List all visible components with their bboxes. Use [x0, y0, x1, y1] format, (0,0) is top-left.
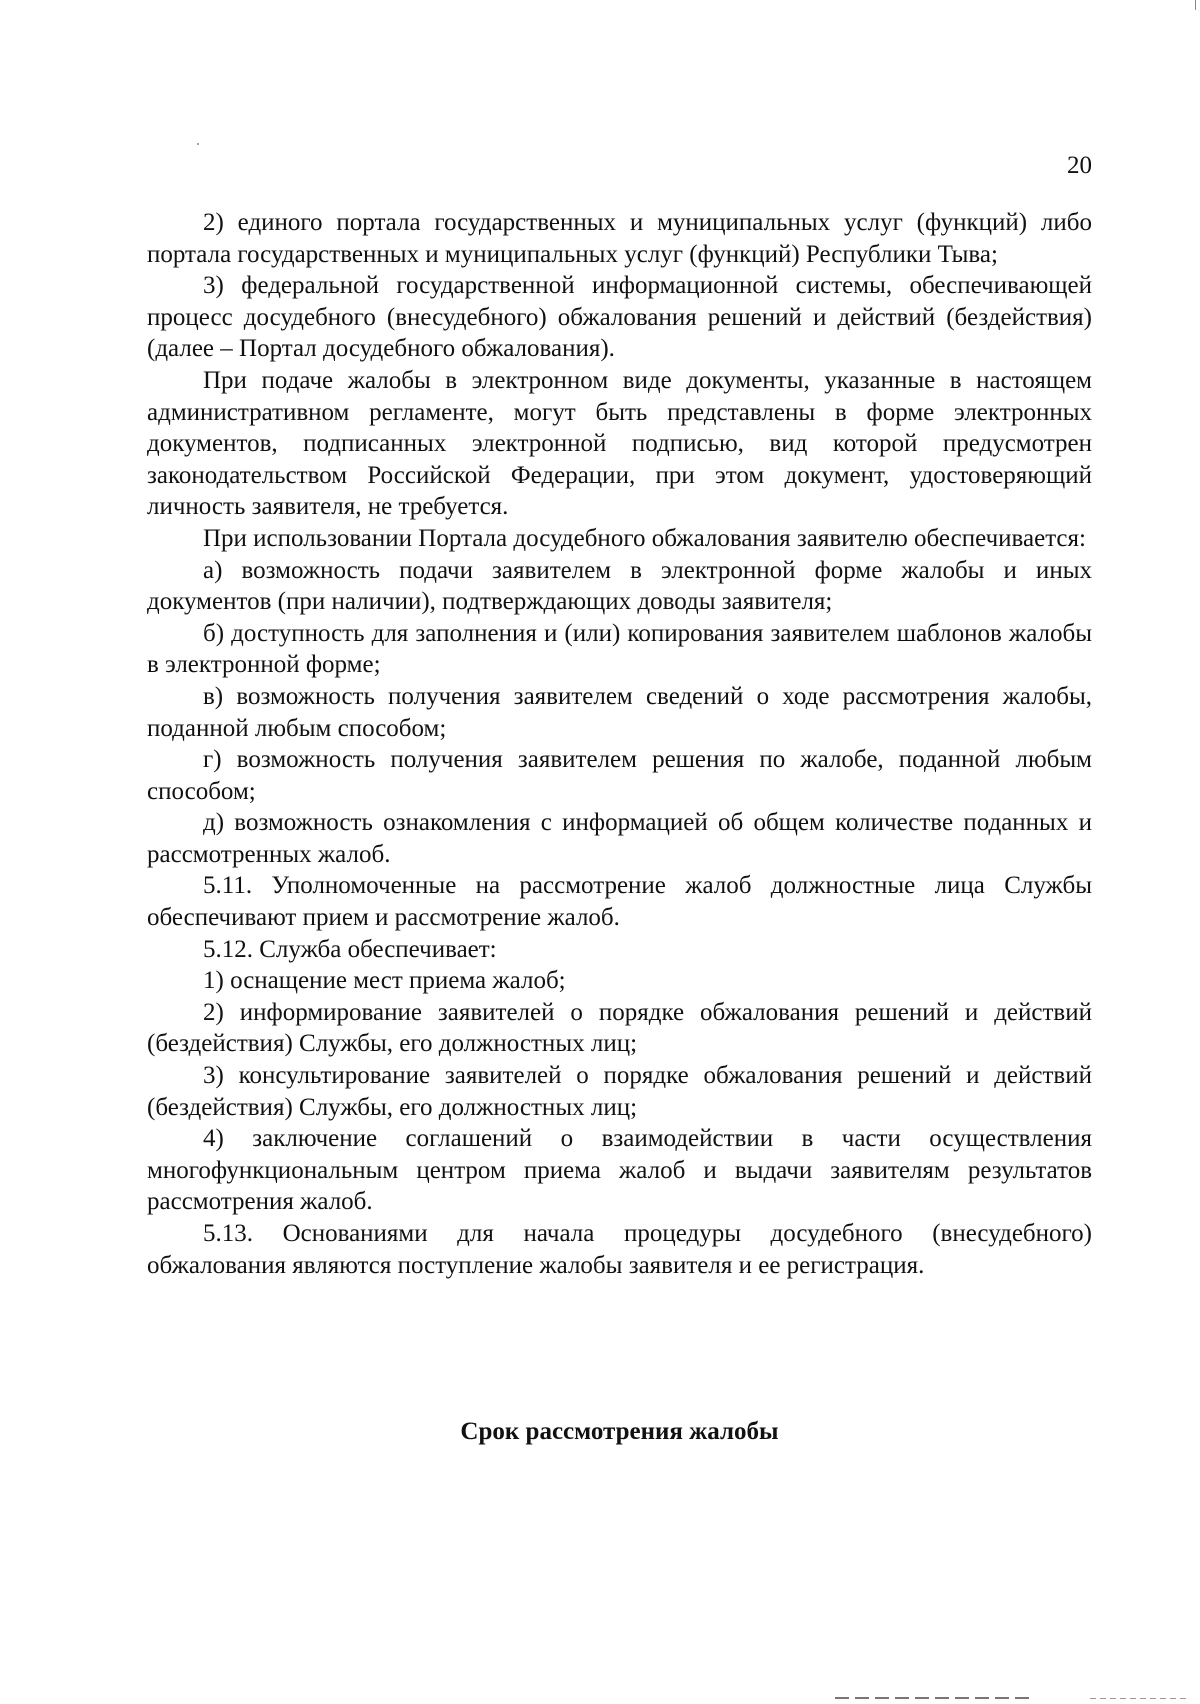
paragraph-duty-4: 4) заключение соглашений о взаимодействии в части осуществления многофункциональным центром приема жалоб и выдачи заявителям результатов рассмотрения жалоб.: [147, 1125, 1092, 1216]
paragraph-item-v: в) возможность получения заявителем сведений о ходе рассмотрения жалобы, поданной любым способом;: [147, 682, 1092, 742]
document-body: [147, 207, 1092, 1281]
paragraph-duty-2: 2) информирование заявителей о порядке обжалования решений и действий (бездействия) Службы, его должностных лиц;: [147, 998, 1092, 1058]
paragraph-portal-item-2: 2) единого портала государственных и муниципальных услуг (функций) либо портала государственных и муниципальных услуг (функций) Республики Тыва;: [147, 209, 1092, 268]
paragraph-item-b: б) доступность для заполнения и (или) копирования заявителем шаблонов жалобы в электронной форме;: [147, 619, 1092, 679]
section-heading: Срок рассмотрения жалобы: [460, 1418, 779, 1445]
paragraph-item-d: д) возможность ознакомления с информацией об общем количестве поданных и рассмотренных жалоб.: [147, 809, 1092, 868]
paragraph-duty-1: 1) оснащение мест приема жалоб;: [203, 967, 566, 995]
paragraph-electronic-submission: При подаче жалобы в электронном виде документы, указанные в настоящем административном регламенте, могут быть представлены в форме электронных документов, подписанных электронной подписью, вид которой предусмотрен законодательством Российской Федерации, при этом документ, удостоверяющий личность заявителя, не требуется.: [147, 366, 1092, 521]
paragraph-item-g: г) возможность получения заявителем решения по жалобе, поданной любым способом;: [147, 746, 1092, 805]
scan-artifact-dot: [197, 143, 199, 145]
page-number: 20: [1067, 152, 1092, 179]
paragraph-portal-item-3: 3) федеральной государственной информационной системы, обеспечивающей процесс досудебного (внесудебного) обжалования решений и действий (бездействия) (далее – Портал досудебного обжалования).: [147, 272, 1092, 363]
paragraph-portal-provides: При использовании Портала досудебного обжалования заявителю обеспечивается:: [203, 524, 1086, 552]
paragraph-section-5-13: 5.13. Основаниями для начала процедуры досудебного (внесудебного) обжалования являются поступление жалобы заявителя и ее регистрация.: [147, 1220, 1092, 1279]
paragraph-section-5-12: 5.12. Служба обеспечивает:: [203, 935, 497, 963]
scan-artifact-bottom-right: [1090, 1698, 1190, 1699]
scan-artifact-bottom: [835, 1697, 1035, 1699]
scan-artifact-top: [1195, 0, 1196, 10]
paragraph-section-5-11: 5.11. Уполномоченные на рассмотрение жалоб должностные лица Службы обеспечивают прием и рассмотрение жалоб.: [147, 872, 1092, 932]
paragraph-item-a: а) возможность подачи заявителем в электронной форме жалобы и иных документов (при наличии), подтверждающих доводы заявителя;: [147, 556, 1092, 616]
paragraph-duty-3: 3) консультирование заявителей о порядке обжалования решений и действий (бездействия) Службы, его должностных лиц;: [147, 1062, 1092, 1121]
